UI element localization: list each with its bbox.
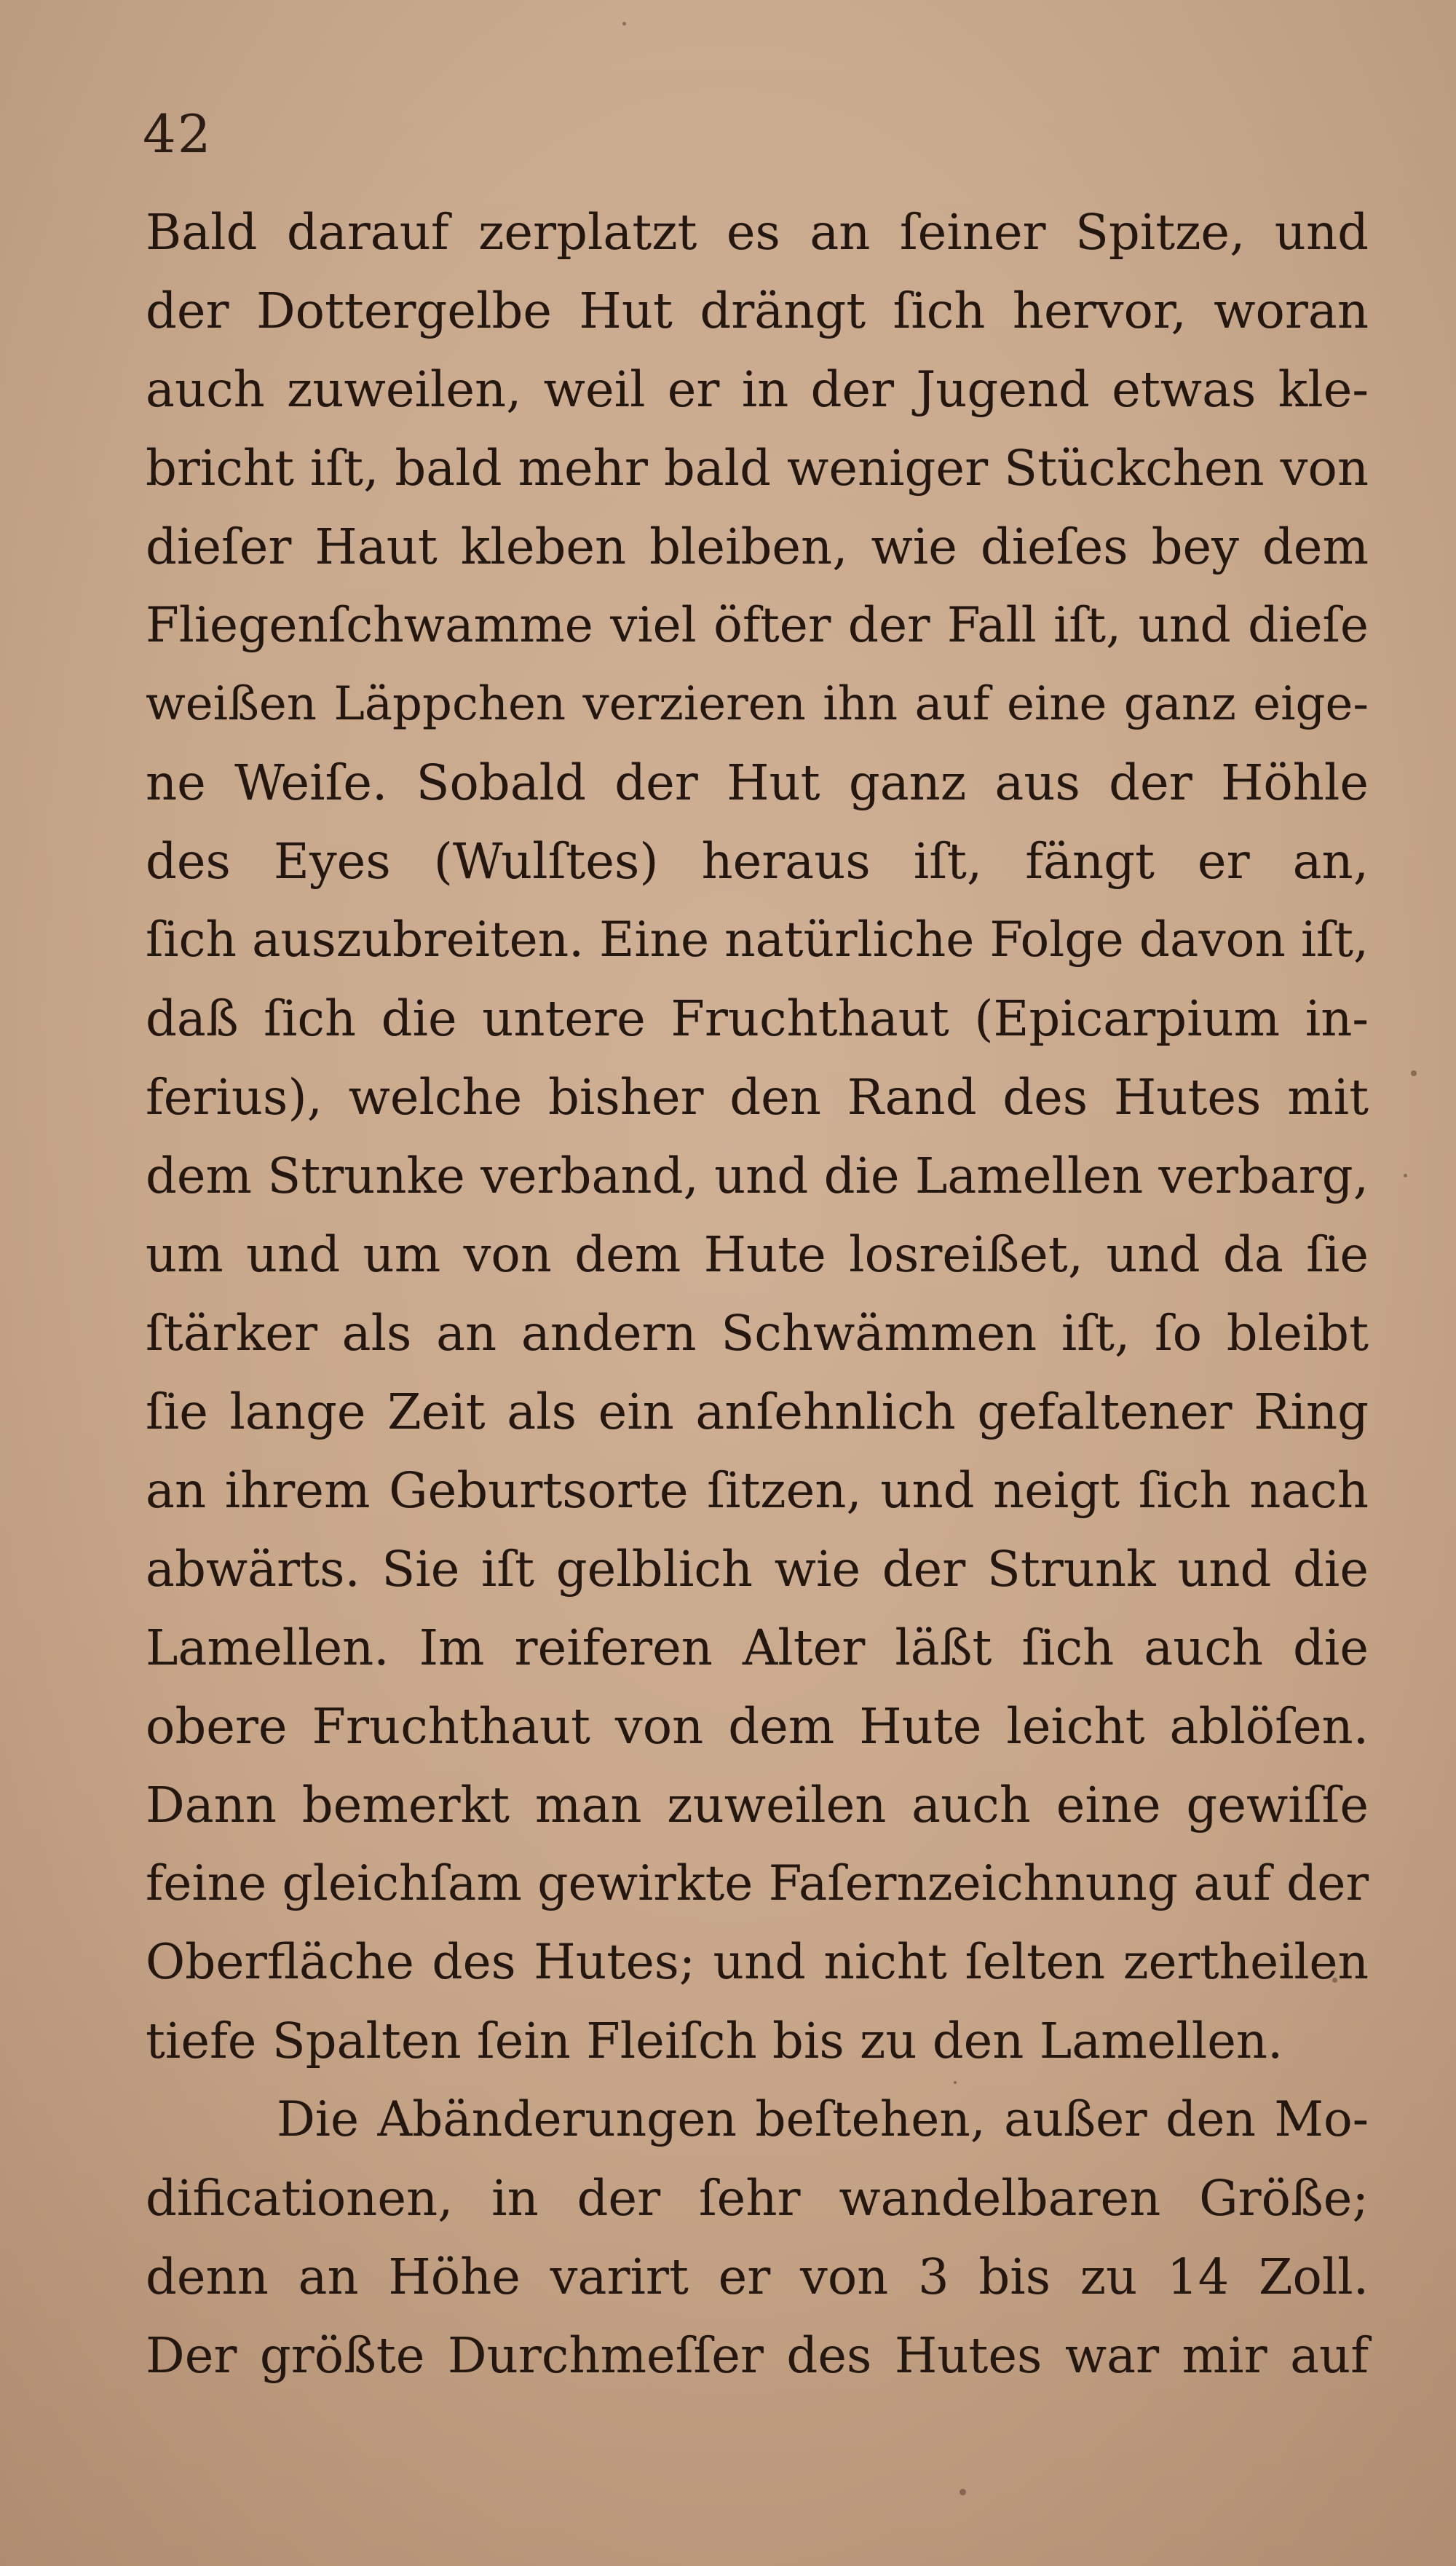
text-line: Lamellen. Im reiferen Alter läßt ſich auch die xyxy=(146,1619,1369,1676)
text-line: tiefe Spalten ſein Fleiſch bis zu den Lamellen. xyxy=(146,2013,1283,2069)
text-line: auch zuweilen, weil er in der Jugend etwas kle- xyxy=(146,361,1369,418)
text-line: Der größte Durchmeſſer des Hutes war mir auf xyxy=(146,2327,1369,2384)
text-line: weißen Läppchen verzieren ihn auf eine ganz eige- xyxy=(146,677,1369,731)
text-line: Bald darauf zerplatzt es an ſeiner Spitze, und xyxy=(146,204,1369,261)
text-line: abwärts. Sie iſt gelblich wie der Strunk und die xyxy=(146,1541,1369,1598)
text-line: an ihrem Geburtsorte ſitzen, und neigt ſich nach xyxy=(146,1462,1369,1519)
paper-spot xyxy=(960,2489,966,2495)
text-line: ferius), welche bisher den Rand des Hutes mit xyxy=(146,1069,1369,1126)
paper-spot xyxy=(1404,1174,1407,1177)
text-line: des Eyes (Wulſtes) heraus iſt, fängt er an, xyxy=(146,833,1369,890)
text-line: dificationen, in der ſehr wandelbaren Größe; xyxy=(146,2170,1369,2227)
text-line: dieſer Haut kleben bleiben, wie dieſes bey dem xyxy=(146,518,1369,575)
paper-spot xyxy=(1411,1070,1417,1076)
text-line: ne Weiſe. Sobald der Hut ganz aus der Höhle xyxy=(146,754,1369,811)
text-line: denn an Höhe varirt er von 3 bis zu 14 Zoll. xyxy=(146,2249,1369,2305)
text-line: dem Strunke verband, und die Lamellen verbarg, xyxy=(146,1148,1369,1204)
paper-spot xyxy=(622,22,626,25)
text-line: Fliegenſchwamme viel öfter der Fall iſt, und dieſe xyxy=(146,597,1369,653)
text-line: Oberfläche des Hutes; und nicht ſelten zertheilen xyxy=(146,1934,1369,1990)
text-line: obere Fruchthaut von dem Hute leicht ablöſen. xyxy=(146,1698,1369,1755)
body-text xyxy=(146,193,1369,2395)
text-line: Dann bemerkt man zuweilen auch eine gewiſſe xyxy=(146,1777,1369,1833)
text-line: ſtärker als an andern Schwämmen iſt, ſo bleibt xyxy=(146,1305,1369,1362)
page-number: 42 xyxy=(143,103,213,165)
text-line: ſich auszubreiten. Eine natürliche Folge davon iſt, xyxy=(146,912,1369,968)
text-line: um und um von dem Hute losreißet, und da ſie xyxy=(146,1226,1369,1283)
text-line: daß ſich die untere Fruchthaut (Epicarpium in- xyxy=(146,990,1369,1047)
text-line: ſie lange Zeit als ein anſehnlich gefaltener Ring xyxy=(146,1383,1369,1440)
text-line: der Dottergelbe Hut drängt ſich hervor, woran xyxy=(146,283,1369,339)
text-line: feine gleichſam gewirkte Faſernzeichnung auf der xyxy=(146,1855,1369,1911)
text-line: bricht iſt, bald mehr bald weniger Stückchen von xyxy=(146,440,1369,497)
paragraph-first-line: Die Abänderungen beſtehen, außer den Mo- xyxy=(277,2091,1369,2147)
